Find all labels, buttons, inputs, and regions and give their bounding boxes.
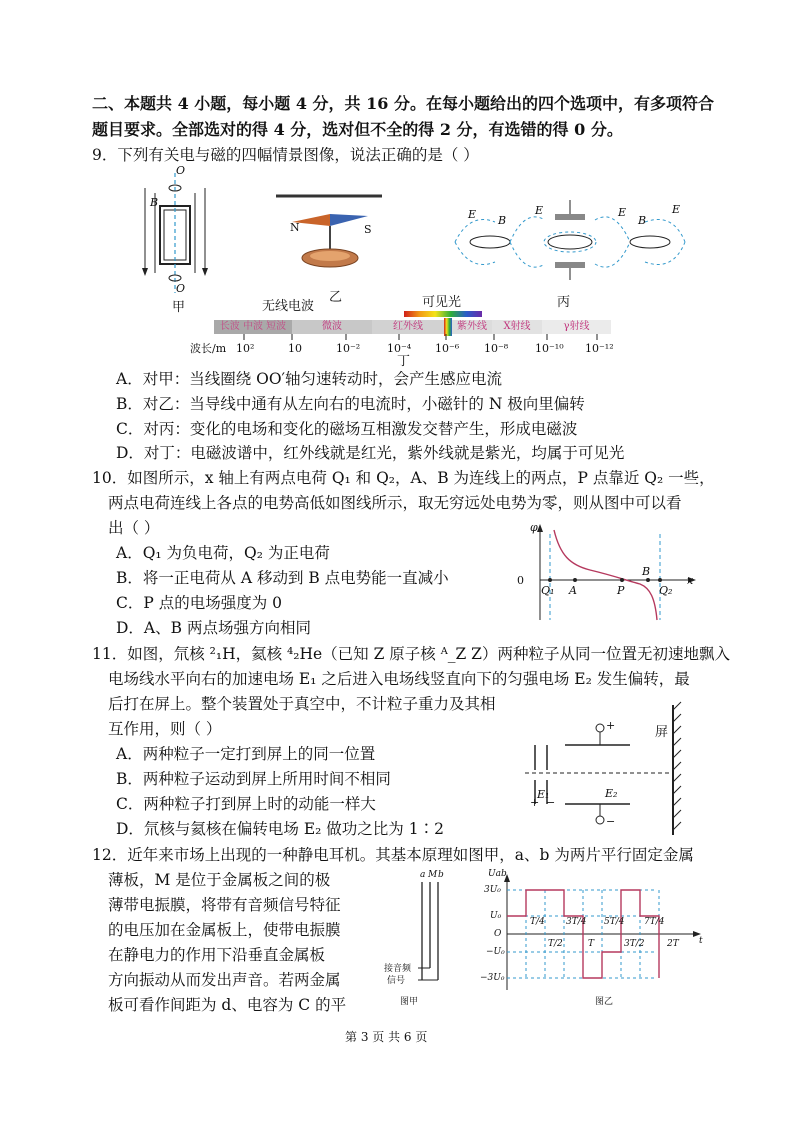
q12-figA-M: M [428,870,438,880]
tick-7: 10⁻¹² [585,342,614,355]
q12-figB-5T4: 5T/4 [604,917,625,927]
tick-0: 10² [236,342,255,355]
q11-option-c: C．两种粒子打到屏上时的动能一样大 [116,795,376,813]
q9-jia-label-B: B [150,196,159,209]
q10-graph-Q1: Q₁ [541,584,555,597]
q9-bing-B1: B [498,214,507,227]
q12-line-5: 在静电力的作用下沿垂直金属板 [108,946,326,964]
q9-jia-axis-O-bottom: O [176,282,186,295]
q12-figB-3U0: 3U₀ [484,885,501,895]
q9-fig-bing-caption: 丙 [557,295,571,310]
q12-figB-caption: 图乙 [595,997,614,1007]
q10-option-d: D．A、B 两点场强方向相同 [116,619,311,637]
q11-option-a: A．两种粒子一定打到屏上的同一位置 [116,745,376,763]
q9-fig-jia-caption: 甲 [172,300,186,315]
q12-line-7: 板可看作间距为 d、电容为 C 的平 [108,996,347,1014]
q12-line-2: 薄板，M 是位于金属板之间的极 [108,871,331,889]
q12-figA-a: a [420,870,426,880]
q9-stem: 9．下列有关电与磁的四幅情景图像，说法正确的是（ ） [92,146,479,164]
q9-yi-label-S: S [364,223,372,236]
band-infrared: 红外线 [372,320,444,334]
figure-yi-compass [270,190,390,280]
q12-figA-input1: 接音频 [384,964,412,974]
q12-figB-T4: T/4 [530,917,545,927]
q9-option-b: B．对乙：当导线中通有从左向右的电流时，小磁针的 N 极向里偏转 [116,395,585,413]
q12-fig-jia-device [378,872,458,992]
q11-option-b: B．两种粒子运动到屏上所用时间不相同 [116,770,391,788]
q12-figB-t: t [699,936,703,946]
q10-option-a: A．Q₁ 为负电荷，Q₂ 为正电荷 [116,544,330,562]
q11-plus-top: + [606,719,616,732]
q10-graph-Q2: Q₂ [659,584,673,597]
q10-graph-x: x [687,574,694,587]
q11-plus-left: + [530,796,540,809]
q9-jia-axis-O-top: O [176,164,186,177]
tick-5: 10⁻⁸ [484,342,509,355]
band-xray: X射线 [492,320,542,334]
q12-figB-7T4: 7T/4 [644,917,665,927]
q10-option-c: C．P 点的电场强度为 0 [116,594,283,612]
q9-fig-ding-caption: 丁 [397,354,411,369]
figure-bing-em-wave [445,200,695,280]
q12-figB-2T: 2T [667,939,679,949]
q10-graph-P: P [617,584,625,597]
tick-4: 10⁻⁶ [435,342,460,355]
q11-E2: E₂ [605,787,618,800]
q11-option-d: D．氘核与氦核在偏转电场 E₂ 做功之比为 1∶2 [116,820,444,838]
q10-stem-line3: 出（ ） [108,519,160,537]
q12-figA-caption: 图甲 [400,997,419,1007]
band-microwave: 微波 [292,320,372,334]
section-header-line2: 题目要求。全部选对的得 4 分，选对但不全的得 2 分，有选错的得 0 分。 [92,120,623,139]
q10-graph-phi: φ [530,521,538,534]
q12-stem-line1: 12．近年来市场上出现的一种静电耳机。其基本原理如图甲，a、b 为两片平行固定金属 [92,846,694,864]
q9-option-d: D．对丁：电磁波谱中，红外线就是红光，紫外线就是紫光，均属于可见光 [116,444,625,462]
band-gamma: γ射线 [542,320,611,334]
q12-figB-Uab: Uab [488,869,507,879]
q10-graph-B: B [642,565,651,578]
q12-figB-mU0: −U₀ [486,947,505,957]
tick-1: 10 [288,342,302,355]
q12-line-4: 的电压加在金属板上，使带电振膜 [108,921,341,939]
q12-figB-3T2: 3T/2 [624,939,645,949]
q9-bing-E3: E [618,206,627,219]
q9-option-a: A．对甲：当线圈绕 OO′轴匀速转动时，会产生感应电流 [116,370,503,388]
visible-spectrum-bar [404,311,482,317]
q11-stem-line4: 互作用，则（ ） [108,720,222,738]
q9-radio-waves-label: 无线电波 [262,299,315,314]
q9-visible-light-label: 可见光 [422,295,462,310]
q12-figB-T2: T/2 [548,939,563,949]
q12-figA-b: b [438,870,444,880]
tick-6: 10⁻¹⁰ [535,342,564,355]
q12-line-3: 薄带电振膜，将带有音频信号特征 [108,896,341,914]
tick-2: 10⁻² [336,342,361,355]
q11-E1: E₁ [537,788,550,801]
q9-bing-E2: E [535,204,544,217]
page-footer: 第 3 页 共 6 页 [345,1030,428,1044]
q10-option-b: B．将一正电荷从 A 移动到 B 点电势能一直减小 [116,569,449,587]
q9-fig-yi-caption: 乙 [329,290,343,305]
q10-graph-A: A [569,584,577,597]
q12-figB-O: O [494,929,502,939]
q10-stem-line2: 两点电荷连线上各点的电势高低如图线所示，取无穷远处电势为零，则从图中可以看 [108,494,682,512]
q12-fig-yi-graph [485,869,705,997]
q12-figB-T: T [588,939,595,949]
tick-3: 10⁻⁴ [387,342,412,355]
q12-figB-m3U0: −3U₀ [480,973,505,983]
q9-yi-label-N: N [290,221,300,234]
q11-stem-line1: 11．如图，氘核 ²₁H，氦核 ⁴₂He（已知 Z 原子核 ᴬ_Z Z）两种粒子从同一位置无初速地飘入 [92,645,730,663]
q9-bing-B2: B [638,214,647,227]
q11-stem-line2: 电场线水平向右的加速电场 E₁ 之后进入电场线竖直向下的匀强电场 E₂ 发生偏转，最 [108,670,690,688]
q11-screen-label: 屏 [655,725,669,740]
band-ultraviolet: 紫外线 [452,320,492,334]
q12-figB-U0: U₀ [490,911,502,921]
q11-minus-left: − [546,796,556,809]
q9-option-c: C．对丙：变化的电场和变化的磁场互相激发交替产生，形成电磁波 [116,420,578,438]
section-header-line1: 二、本题共 4 小题，每小题 4 分，共 16 分。在每小题给出的四个选项中，有多项符合 [92,94,714,113]
band-long-medium-short: 长波 中波 短波 [214,320,292,334]
q12-figA-input2: 信号 [387,976,406,986]
spectrum-wavelength-label: 波长/m [190,342,227,355]
q12-line-6: 方向振动从而发出声音。若两金属 [108,971,341,989]
q11-stem-line3: 后打在屏上。整个装置处于真空中，不计粒子重力及其相 [108,695,496,713]
q9-bing-E4: E [672,203,681,216]
q10-stem-line1: 10．如图所示，x 轴上有两点电荷 Q₁ 和 Q₂，A、B 为连线上的两点，P 点靠近 Q₂ 一些， [92,469,715,487]
q12-figB-3T4: 3T/4 [566,917,587,927]
q11-minus-bottom: − [606,815,616,828]
q10-potential-graph [520,520,700,630]
q10-graph-zero: 0 [517,574,524,587]
q9-bing-E1: E [468,208,477,221]
